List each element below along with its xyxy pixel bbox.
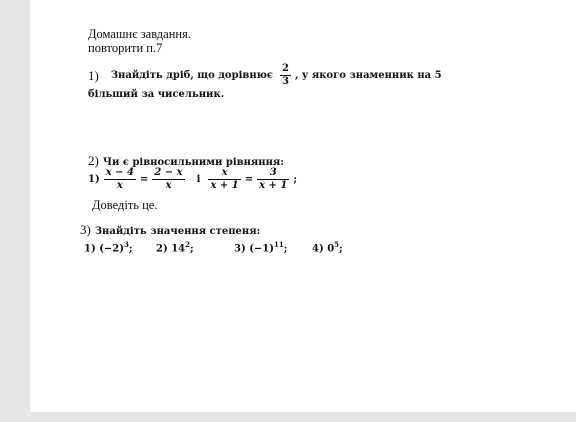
- task-1-number: 1): [88, 67, 99, 83]
- eq1-left-denominator: x: [116, 180, 123, 191]
- task-3-item-base: (−1): [249, 243, 274, 255]
- task-3-item-base: (−2): [99, 243, 124, 255]
- task-1-line-2: більший за чисельник.: [88, 89, 225, 100]
- task-3-item-3: 3) $(-1)^{11}$;: [234, 240, 288, 255]
- task-3-item-4: 4) $0^5$;: [312, 240, 343, 255]
- task-3-item-exponent: 11: [274, 240, 284, 249]
- eq2-right-numerator: 3: [257, 168, 289, 180]
- eq2-left-numerator: x: [208, 168, 240, 180]
- task-3-item-label: 2): [156, 243, 168, 255]
- homework-subtitle: повторити п.7: [88, 41, 163, 55]
- task-1: [88, 64, 446, 87]
- eq-tail: ;: [293, 174, 298, 185]
- eq2-left-fraction: [208, 168, 240, 191]
- task-3-item-2: 2) $14^2$;: [156, 240, 194, 255]
- eq1-left-fraction: [104, 168, 136, 191]
- eq2-right-fraction: [257, 168, 289, 191]
- task-2-prove: Доведіть це.: [92, 198, 158, 212]
- homework-title: Домашнє завдання.: [88, 27, 191, 41]
- eq1-left-numerator: x − 4: [105, 167, 134, 178]
- task-3-item-exponent: 2: [185, 240, 190, 249]
- task-2-title: Чи є рівносильними рівняння:: [102, 157, 285, 168]
- task-3-title: Знайдіть значення степеня:: [94, 226, 261, 237]
- task-3-item-base: 0: [327, 243, 335, 255]
- conjunction: і: [196, 174, 201, 185]
- task-1-fraction: [280, 64, 291, 87]
- task-1-fraction-denominator: 3: [282, 76, 289, 87]
- task-3-item-exponent: 3: [124, 240, 129, 249]
- eq1-equals: =: [139, 174, 149, 185]
- task-2-item-label: 1): [88, 174, 100, 185]
- task-3-heading: [80, 221, 260, 239]
- eq2-equals: =: [244, 174, 254, 185]
- task-3-item-label: 4): [312, 243, 324, 255]
- eq2-right-denominator: x + 1: [259, 180, 288, 191]
- task-3-number: 3): [80, 222, 91, 237]
- task-2-number: 2): [88, 153, 99, 168]
- task-3-item-exponent: 5: [334, 240, 340, 249]
- task-1-fraction-numerator: 2: [282, 63, 289, 74]
- eq2-left-denominator: x + 1: [210, 180, 239, 191]
- eq1-right-fraction: [152, 168, 184, 191]
- eq1-right-numerator: 2 − x: [154, 167, 183, 178]
- task-1-text-before: Знайдіть дріб, що дорівнює: [110, 70, 273, 81]
- task-3-item-label: 3): [234, 243, 246, 255]
- task-3-item-label: 1): [84, 243, 96, 255]
- task-1-text-after: , у якого знаменник на 5: [294, 70, 442, 81]
- task-2-equations: [88, 168, 301, 191]
- task-3-item-1: 1) $(-2)^3$;: [84, 240, 133, 255]
- eq1-right-denominator: x: [165, 180, 172, 191]
- task-3-item-base: 14: [171, 243, 186, 255]
